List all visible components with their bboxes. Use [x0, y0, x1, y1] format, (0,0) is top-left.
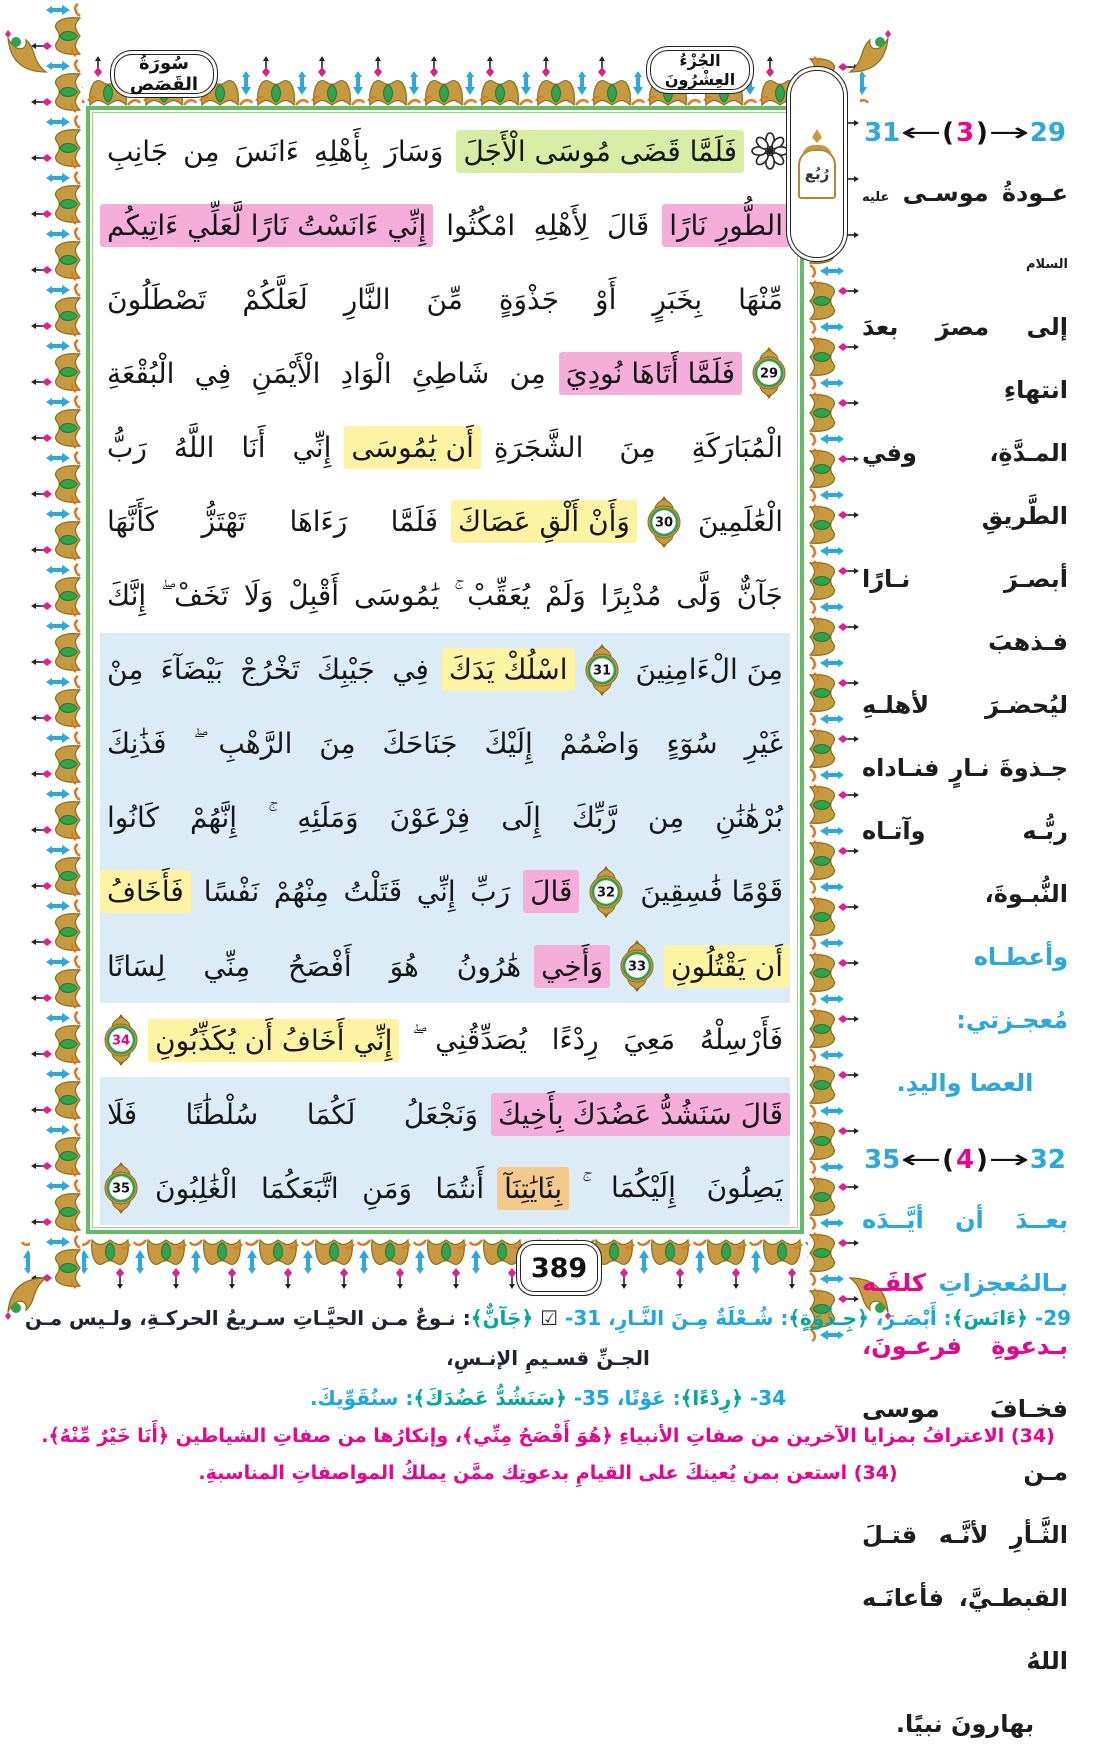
quran-segment: وَأَنْ أَلْقِ عَصَاكَ — [451, 500, 637, 543]
border-motif-icon — [30, 842, 82, 898]
border-motif-icon — [356, 1238, 412, 1290]
commentary-section-1 — [862, 162, 1068, 1115]
quran-line-3 — [100, 262, 790, 336]
quran-segment: قَوْمًا فَٰسِقِينَ — [640, 875, 783, 909]
quran-line-10 — [100, 781, 790, 855]
border-motif-icon — [808, 783, 860, 839]
border-motif-icon — [30, 786, 82, 842]
quran-line-4 — [100, 336, 790, 410]
corner-flourish-icon — [846, 28, 894, 80]
quran-line-2 — [100, 188, 790, 262]
quran-segment: الْعَٰلَمِينَ — [697, 505, 783, 539]
commentary-text: وأعطـاه مُعجـزتي: — [956, 943, 1068, 1034]
quran-segment: قَالَ لِأَهْلِهِ امْكُثُوا — [446, 208, 650, 242]
commentary-text: إلى مصرَ بعدَ انتهاءِ — [862, 313, 1068, 404]
commentary-line — [862, 1693, 1068, 1756]
quran-line-7 — [100, 559, 790, 633]
border-motif-icon — [30, 170, 82, 226]
border-motif-icon — [808, 447, 860, 503]
border-motif-icon — [808, 279, 860, 335]
quran-segment: إِنِّي أَنَا اللَّهُ رَبُّ — [107, 430, 332, 464]
footnote-text: 31- — [558, 1306, 602, 1330]
border-motif-icon — [30, 730, 82, 786]
border-motif-icon — [808, 615, 860, 671]
verse-range-start: 32 — [1029, 1145, 1066, 1175]
commentary-text: بعــدَ أن أيَّــدَه — [862, 1206, 1068, 1234]
border-motif-icon — [30, 1010, 82, 1066]
quran-segment: غَيْرِ سُوٓءٍ وَاضْمُمْ إِلَيْكَ جَنَاحَكَ مِنَ الرَّهْبِ ۖ فَذَٰنِكَ — [107, 726, 783, 760]
quran-segment: إِنِّي أَخَافُ أَن يُكَذِّبُونِ — [148, 1019, 399, 1062]
verse-range-end: 31 — [864, 118, 901, 148]
border-motif-icon — [534, 55, 590, 107]
border-motif-icon — [808, 839, 860, 895]
border-motif-icon — [30, 338, 82, 394]
border-motif-icon — [30, 226, 82, 282]
footnote-line-2 — [20, 1378, 1076, 1418]
verse-range-end: 35 — [864, 1145, 901, 1175]
quran-segment: وَنَجْعَلُ لَكُمَا سُلْطَٰنًا فَلَا — [107, 1097, 478, 1131]
section-number: 3 — [955, 118, 975, 148]
footnote-text: 35- — [566, 1386, 610, 1410]
border-motif-icon — [132, 1238, 188, 1290]
svg-text:31: 31 — [592, 663, 611, 679]
verse-number-badge-30 — [643, 496, 685, 548]
page-number: 389 — [530, 1252, 588, 1284]
quran-segment: قَالَ سَنَشُدُّ عَضُدَكَ بِأَخِيكَ — [491, 1093, 790, 1136]
quran-line-6 — [100, 484, 790, 558]
border-motif-icon — [808, 391, 860, 447]
finial-ornament-icon — [812, 129, 822, 143]
border-motif-icon — [30, 282, 82, 338]
quran-segment: أَن يَقْتُلُونِ — [664, 945, 790, 988]
rub-marker-capsule — [786, 66, 848, 262]
commentary-line — [862, 548, 1068, 674]
border-motif-icon — [808, 1119, 860, 1175]
juz-name-cartouche — [646, 46, 754, 94]
border-motif-icon — [366, 55, 422, 107]
right-arrow-icon: → — [988, 1145, 1030, 1175]
quran-line-1 — [100, 114, 790, 188]
border-motif-icon — [30, 394, 82, 450]
juz-name-label: الجُزْءُ العِشْرُونَ — [664, 51, 736, 89]
surah-name-label: سُورَةُ القَصَص — [129, 53, 199, 95]
border-motif-icon — [808, 1063, 860, 1119]
commentary-text: ليُحضـرَ لأهلـهِ — [862, 691, 1068, 719]
quran-segment: فَلَمَّا قَضَى مُوسَى الْأَجَلَ — [456, 130, 744, 173]
commentary-text: بـدعوةِ فرعـونَ، — [862, 1332, 1068, 1360]
commentary-text: كلفَـه — [862, 1269, 926, 1297]
border-motif-icon — [422, 55, 478, 107]
quran-line-14 — [100, 1077, 790, 1151]
footnote-text: 34- — [742, 1386, 787, 1410]
border-motif-icon — [310, 55, 366, 107]
border-motif-icon — [30, 898, 82, 954]
quran-segment: الطُّورِ نَارًا — [662, 204, 790, 247]
surah-name-cartouche — [110, 50, 218, 98]
border-motif-icon — [808, 559, 860, 615]
border-motif-icon — [808, 335, 860, 391]
footnote-text: : عَوْنًا، — [609, 1386, 681, 1410]
quran-line-12 — [100, 929, 790, 1003]
commentary-line — [862, 1052, 1068, 1115]
quran-line-5 — [100, 410, 790, 484]
commentary-text: أبصـرَ نـارًا فـذهبَ — [862, 565, 1068, 656]
border-motif-icon — [30, 1122, 82, 1178]
footnote-text: (34) استعن بمن يُعينكَ على القيامِ بدعوتِك ممَّن يملكُ المواصفاتِ المناسبةِ. — [198, 1462, 898, 1484]
border-motif-icon — [76, 1238, 132, 1290]
quran-segment: بِئَايَٰتِنَآ — [497, 1167, 569, 1210]
commentary-text: جـذوةَ نـارٍ فنـاداه — [862, 754, 1068, 782]
quran-segment: رَبِّ إِنِّي قَتَلْتُ مِنْهُمْ نَفْسًا — [203, 875, 511, 909]
page-number-cartouche — [516, 1240, 602, 1296]
commentary-line — [862, 1504, 1068, 1567]
border-motif-icon — [30, 618, 82, 674]
border-motif-icon — [478, 55, 534, 107]
verse-range-start: 29 — [1029, 118, 1066, 148]
svg-text:29: 29 — [759, 366, 779, 382]
commentary-text: القبطـيَّ، فأعانَـه اللهُ — [862, 1584, 1068, 1675]
verse-number-badge-29 — [748, 347, 790, 399]
verse-range-header-1: 31 ← ( 3 ) → 29 — [864, 118, 1066, 148]
quran-line-9 — [100, 707, 790, 781]
commentary-line — [862, 737, 1068, 800]
border-motif-icon — [808, 727, 860, 783]
checkbox-icon: ☑ — [533, 1306, 559, 1330]
quran-segment: أَن يَٰمُوسَى — [344, 426, 481, 469]
quran-segment: مِنَ الْءَامِنِينَ — [635, 653, 783, 687]
quran-segment: فَلَمَّا أَتَاهَا نُودِيَ — [559, 352, 742, 395]
svg-text:30: 30 — [654, 515, 673, 531]
rub-el-hizb-rosette-icon — [750, 131, 790, 171]
corner-flourish-icon — [2, 28, 50, 80]
border-motif-icon — [808, 503, 860, 559]
commentary-line — [862, 1189, 1068, 1252]
border-motif-icon — [590, 55, 646, 107]
footnote-line-4 — [20, 1455, 1076, 1492]
commentary-text: العصا واليدِ. — [896, 1069, 1034, 1097]
quran-segment: جَآنٌّ وَلَّى مُدْبِرًا وَلَمْ يُعَقِّبْ ۚ يَٰمُوسَى أَقْبِلْ وَلَا تَخَفْ ۖ إِنَّكَ — [107, 578, 783, 612]
border-motif-icon — [30, 674, 82, 730]
commentary-sidebar — [862, 118, 1068, 1756]
border-motif-icon — [300, 1238, 356, 1290]
verse-number-badge-34 — [100, 1014, 142, 1066]
border-motif-icon — [692, 1238, 748, 1290]
footnotes-block — [20, 1298, 1076, 1492]
footnote-text: ﴿جِـذْوَةٍ﴾ — [788, 1306, 869, 1330]
commentary-text: المـدَّةِ، وفي الطَّريقِ — [862, 439, 1068, 530]
footnote-line-3 — [20, 1418, 1076, 1455]
border-motif-icon — [30, 1066, 82, 1122]
border-motif-icon — [30, 450, 82, 506]
border-motif-icon — [748, 1238, 804, 1290]
quran-segment: يَصِلُونَ إِلَيْكُمَا ۚ — [582, 1171, 783, 1205]
commentary-text: بهارونَ نبيًا. — [895, 1710, 1035, 1738]
border-motif-icon — [636, 1238, 692, 1290]
commentary-text: الثَّـأرِ لأنَّـه قتـلَ — [862, 1521, 1068, 1549]
footnote-text: ﴿رِدْءًا﴾ — [680, 1386, 743, 1410]
section-number: 4 — [955, 1145, 975, 1175]
quran-segment: الْمُبَارَكَةِ مِنَ الشَّجَرَةِ — [493, 430, 783, 464]
border-motif-icon — [808, 671, 860, 727]
rub-label: رُبُع — [804, 165, 830, 183]
quran-segment: مِن شَاطِئِ الْوَادِ الْأَيْمَنِ فِي الْبُقْعَةِ — [107, 356, 546, 390]
quran-segment: فَأَخَافُ — [100, 870, 191, 913]
footnote-text: ﴿ءَانَسَ﴾ — [951, 1306, 1028, 1330]
quran-line-11 — [100, 855, 790, 929]
border-left — [30, 55, 82, 1290]
quran-segment: بُرْهَٰنَٰنِ مِن رَّبِّكَ إِلَى فِرْعَوْنَ وَمَلَئِهِ ۚ إِنَّهُمْ كَانُوا — [107, 800, 783, 834]
quran-segment: فِي جَيْبِكَ تَخْرُجْ بَيْضَآءَ مِنْ — [107, 653, 429, 687]
border-motif-icon — [30, 562, 82, 618]
verse-number-badge-35 — [100, 1162, 142, 1214]
border-motif-icon — [808, 1007, 860, 1063]
border-bottom — [30, 1238, 860, 1290]
quran-segment: قَالَ — [523, 870, 579, 913]
border-motif-icon — [808, 895, 860, 951]
footnote-text: (34) الاعترافُ بمزايا الآخرين من صفاتِ الأنبياءِ ﴿هُوَ أَفْصَحُ مِنِّي﴾، وإنكارُها من صفاتِ الشياطين ﴿أَنَا خَيْرٌ مِّنْهُ﴾. — [41, 1425, 1055, 1447]
footnote-line-1 — [20, 1298, 1076, 1378]
svg-text:35: 35 — [111, 1181, 131, 1197]
commentary-text: عليه السلام — [862, 190, 1068, 272]
quran-segment: هَٰرُونُ هُوَ أَفْصَحُ مِنِّي لِسَانًا — [107, 949, 522, 983]
commentary-line — [862, 926, 1068, 1052]
quran-line-15 — [100, 1151, 790, 1225]
svg-text:34: 34 — [111, 1033, 131, 1049]
footnote-text: 29- — [1028, 1306, 1072, 1330]
quran-segment: فَلَمَّا رَءَاهَا تَهْتَزُّ كَأَنَّهَا — [107, 505, 439, 539]
border-motif-icon — [254, 55, 310, 107]
quran-text-block — [100, 114, 790, 1226]
footnote-text: ﴿سَنَشُدُّ عَضُدَكَ﴾ — [413, 1386, 567, 1410]
border-motif-icon — [30, 954, 82, 1010]
commentary-line — [862, 674, 1068, 737]
quran-segment: إِنِّي ءَانَسْتُ نَارًا لَّعَلِّي ءَاتِيكُم — [100, 204, 433, 247]
commentary-line — [862, 162, 1068, 296]
border-motif-icon — [30, 114, 82, 170]
commentary-line — [862, 1567, 1068, 1693]
svg-text:33: 33 — [628, 959, 647, 975]
quran-segment: وَسَارَ بِأَهْلِهِ ءَانَسَ مِن جَانِبِ — [107, 134, 444, 168]
quran-segment: أَنتُمَا وَمَنِ اتَّبَعَكُمَا الْغَٰلِبُونَ — [155, 1171, 485, 1205]
commentary-line — [862, 296, 1068, 422]
quran-segment: مِّنْهَا بِخَبَرٍ أَوْ جَذْوَةٍ مِّنَ النَّارِ لَعَلَّكُمْ تَصْطَلُونَ — [107, 282, 783, 316]
border-motif-icon — [808, 951, 860, 1007]
right-arrow-icon: → — [988, 118, 1030, 148]
footnote-text: : سنُقَوِّيكَ. — [309, 1386, 414, 1410]
svg-text:32: 32 — [597, 885, 616, 901]
commentary-line — [862, 422, 1068, 548]
verse-number-badge-33 — [616, 940, 658, 992]
quran-line-13 — [100, 1003, 790, 1077]
left-arrow-icon: ← — [900, 118, 942, 148]
footnote-text: : نـوعٌ مـن الحيَّـاتِ سـريعُ الحركـةِ، ولـيس مـن الجـنِّ قسـيمِ الإنـسِ، — [24, 1306, 650, 1370]
quran-segment: فَأَرْسِلْهُ مَعِيَ رِدْءًا يُصَدِّقُنِي ۖ — [412, 1023, 783, 1057]
footnote-text: : شُـعْلَةٌ مِـنَ النَّـارِ، — [601, 1306, 789, 1330]
border-motif-icon — [30, 506, 82, 562]
footnote-text: : أَبْصَـرَ، — [868, 1306, 952, 1330]
border-motif-icon — [188, 1238, 244, 1290]
footnote-text: ﴿جَآنٌّ﴾ — [470, 1306, 534, 1330]
commentary-text: فخـافَ موسى مـن — [862, 1395, 1068, 1486]
commentary-text: بـالمُعجزاتِ — [925, 1269, 1068, 1297]
quran-line-8 — [100, 633, 790, 707]
quran-segment: وَأَخِي — [534, 945, 610, 988]
verse-number-badge-31 — [581, 644, 623, 696]
quran-segment: اسْلُكْ يَدَكَ — [442, 648, 575, 691]
verse-number-badge-32 — [585, 866, 627, 918]
commentary-text: ربُّـه وآتـاه النُّبـوةَ، — [862, 817, 1068, 908]
border-motif-icon — [244, 1238, 300, 1290]
border-motif-icon — [30, 1178, 82, 1234]
left-arrow-icon: ← — [900, 1145, 942, 1175]
commentary-line — [862, 800, 1068, 926]
rub-marker-frame — [798, 149, 836, 199]
border-motif-icon — [412, 1238, 468, 1290]
verse-range-header-2: 35 ← ( 4 ) → 32 — [864, 1145, 1066, 1175]
commentary-text: عـودةُ موسـى — [889, 179, 1068, 207]
border-motif-icon — [808, 1175, 860, 1231]
